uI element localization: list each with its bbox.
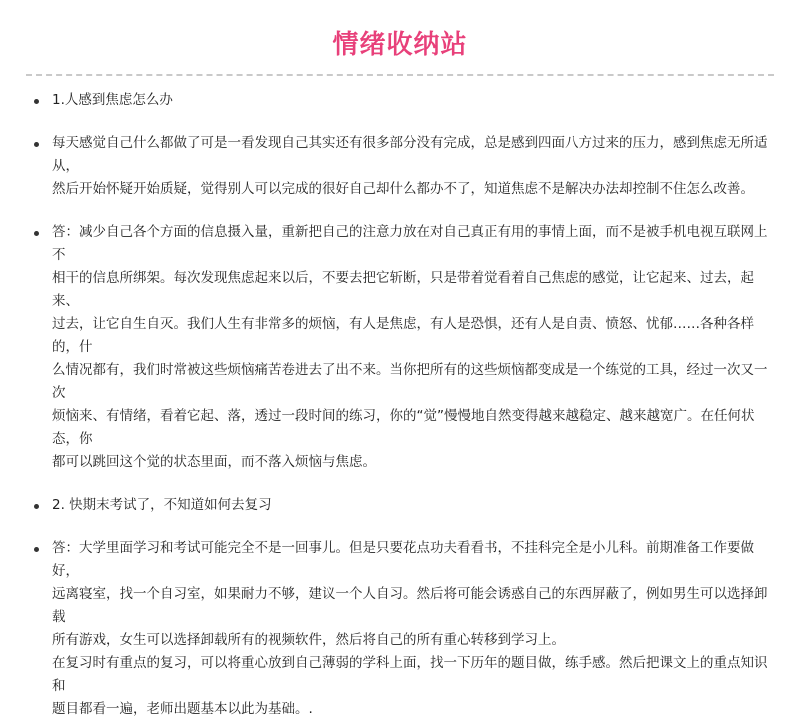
text-line: 然后开始怀疑开始质疑，觉得别人可以完成的很好自己却什么都办不了，知道焦虑不是解决办法却控制不住怎么改善。	[52, 181, 754, 197]
text-line: 答：大学里面学习和考试可能完全不是一回事儿。但是只要花点功夫看看书，不挂科完全是小儿科。前期准备工作要做好，	[52, 540, 754, 579]
text-line: 答：减少自己各个方面的信息摄入量，重新把自己的注意力放在对自己真正有用的事情上面，而不是被手机电视互联网上不	[52, 224, 768, 263]
text-line: 所有游戏，女生可以选择卸载所有的视频软件，然后将自己的所有重心转移到学习上。	[52, 632, 565, 648]
text-line: 远离寝室，找一个自习室，如果耐力不够，建议一个人自习。然后将可能会诱惑自己的东西屏蔽了，例如男生可以选择卸载	[52, 586, 768, 625]
title-divider	[26, 74, 774, 76]
list-item-answer-2	[26, 537, 774, 721]
text-line: 每天感觉自己什么都做了可是一看发现自己其实还有很多部分没有完成，总是感到四面八方过来的压力，感到焦虑无所适从，	[52, 135, 768, 174]
list-item-question-2	[26, 494, 774, 517]
text-line: 2. 快期末考试了，不知道如何去复习	[52, 497, 272, 513]
text-line: 烦恼来、有情绪，看着它起、落，透过一段时间的练习，你的“觉”慢慢地自然变得越来越稳定、越来越宽广。在任何状态，你	[52, 408, 755, 447]
list-item-description-1	[26, 132, 774, 201]
text-line: 1.人感到焦虑怎么办	[52, 92, 173, 108]
page-title: 情绪收纳站	[332, 30, 468, 60]
text-line: 过去，让它自生自灭。我们人生有非常多的烦恼，有人是焦虑，有人是恐惧，还有人是自责、愤怒、忧郁……各种各样的，什	[52, 316, 754, 355]
text-line: 么情况都有，我们时常被这些烦恼痛苦卷进去了出不来。当你把所有的这些烦恼都变成是一个练觉的工具，经过一次又一次	[52, 362, 768, 401]
text-line: 相干的信息所绑架。每次发现焦虑起来以后，不要去把它斩断，只是带着觉看着自己焦虑的感觉，让它起来、过去，起来、	[52, 270, 754, 309]
text-line: 在复习时有重点的复习，可以将重心放到自己薄弱的学科上面，找一下历年的题目做，练手感。然后把课文上的重点知识和	[52, 655, 768, 694]
text-line: 题目都看一遍，老师出题基本以此为基础。.	[52, 701, 313, 717]
content-list	[26, 89, 774, 721]
text-line: 都可以跳回这个觉的状态里面，而不落入烦恼与焦虑。	[52, 454, 376, 470]
list-item-answer-1	[26, 221, 774, 474]
list-item-question-1	[26, 89, 774, 112]
